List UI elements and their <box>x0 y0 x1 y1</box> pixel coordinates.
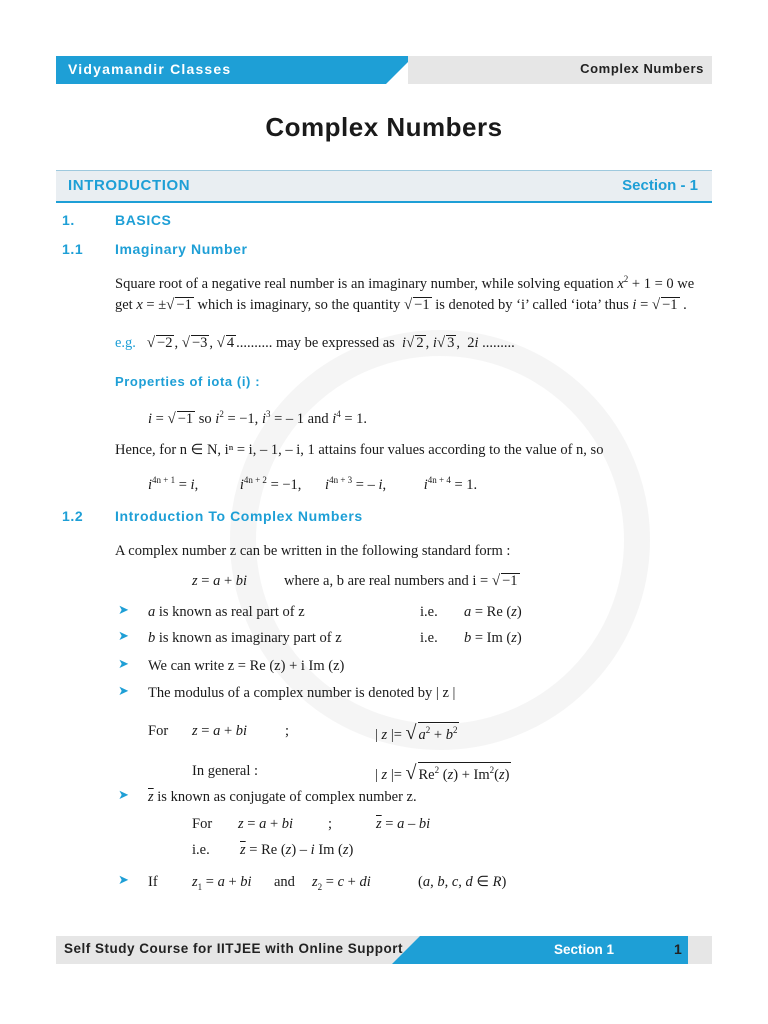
header-chapter: Complex Numbers <box>580 61 704 76</box>
heading-1-label: BASICS <box>115 212 172 228</box>
bullet-arrow-icon: ➤ <box>118 684 129 699</box>
iota-powers: $i^{4n + 1} = i$, $i^{4n + 2} = -1$, $i^{4n + 3}$ = – i, $i^{4n + 4} = 1$. <box>148 475 478 493</box>
paragraph-line-1: Square root of a negative real number is an imaginary number, while solving equation $x^2 + 1 = 0$ we <box>115 274 695 292</box>
bullet-write: We can write z = Re (z) + i Im (z) <box>148 658 345 674</box>
b1-text: is known as real part of z <box>158 604 305 620</box>
where-text: where a, b are real numbers and i = <box>284 573 489 589</box>
modulus-formula: | z |= √ $a^2 + b^2$ <box>375 721 458 744</box>
b5-text: is known as conjugate of complex number z. <box>157 789 417 805</box>
if-label: If <box>148 874 158 890</box>
in-general: In general : <box>192 763 259 779</box>
real-condition: (a, b, c, d ∈ R) <box>418 874 507 890</box>
footer-course: Self Study Course for IITJEE with Online Support <box>64 941 404 956</box>
modulus-for-eq: z = a + bi <box>192 723 248 739</box>
modulus-general-formula: | z |= √ Re$^2$ $(z) + Im^2(z)$ <box>375 761 510 784</box>
section-bar <box>56 170 712 203</box>
example-line: e.g. √ −2 , √ −3 , √ 4 .......... may be expressed as i√ 2 , i√ 3 , 2i ......... <box>115 335 515 351</box>
heading-1-2-num: 1.2 <box>62 508 84 524</box>
bullet-arrow-icon: ➤ <box>118 629 129 644</box>
heading-1-2-label: Introduction To Complex Numbers <box>115 508 363 524</box>
conj-ie-eq: $\overline{z} = Re$ (z) – i Im (z) <box>240 842 354 858</box>
standard-form-line: A complex number z can be written in the following standard form : <box>115 543 511 559</box>
conj-for-eq: z = a + bi <box>238 816 294 832</box>
footer-section: Section 1 <box>554 942 615 957</box>
bullet-real-part: a is known as real part of z <box>148 604 305 620</box>
heading-1-1-num: 1.1 <box>62 241 84 257</box>
bullet-arrow-icon: ➤ <box>118 603 129 618</box>
where-line: where a, b are real numbers and i = √ −1 <box>284 573 518 589</box>
bullet-imag-part: b is known as imaginary part of z <box>148 630 342 646</box>
para1b-end: is denoted by ‘i’ called ‘iota’ thus <box>435 297 629 313</box>
para1b-get: get <box>115 297 133 313</box>
properties-heading: Properties of iota (i) : <box>115 374 261 389</box>
bullet-arrow-icon: ➤ <box>118 657 129 672</box>
paragraph-line-2: get x = ±√ −1 which is imaginary, so the quantity √ −1 is denoted by ‘i’ called ‘iota’ thus i = √ −1 . <box>115 297 687 313</box>
page-header <box>56 56 712 84</box>
heading-1-1-label: Imaginary Number <box>115 241 248 257</box>
standard-form-eq: z = a + bi <box>192 573 248 589</box>
page-title: Complex Numbers <box>265 112 503 142</box>
hence-line: Hence, for n ∈ N, iⁿ = i, – 1, – i, 1 attains four values according to the value of n, so <box>115 442 604 458</box>
b2-ie: i.e. <box>420 630 438 646</box>
para1a-eq: + 1 = 0 we <box>631 275 695 292</box>
bullet-arrow-icon: ➤ <box>118 788 129 803</box>
section-name: INTRODUCTION <box>68 177 191 194</box>
conj-eq: $\overline{z} = a$ – bi <box>376 816 431 832</box>
heading-1-num: 1. <box>62 212 75 228</box>
b1-ie: i.e. <box>420 604 438 620</box>
semicolon: ; <box>328 816 333 832</box>
header-brand: Vidyamandir Classes <box>68 61 232 77</box>
z2-eq: $z_2 = c$ + di <box>312 874 371 892</box>
section-number: Section - 1 <box>622 177 698 194</box>
iota-properties: i = √ −1 so $i^2 = -1$, $i^3$ = – 1 and $i^4 = 1$. <box>148 409 368 427</box>
b1-eq: a = Re (z) <box>464 604 522 620</box>
b2-eq: b = Im (z) <box>464 630 522 646</box>
semicolon: ; <box>285 723 290 739</box>
page-footer <box>56 936 712 964</box>
eg-label: e.g. <box>115 335 136 351</box>
modulus-for: For <box>148 723 169 739</box>
page-number: 1 <box>674 941 682 957</box>
bullet-modulus: The modulus of a complex number is denoted by | z | <box>148 685 456 701</box>
conj-for: For <box>192 816 213 832</box>
eg-text: may be expressed as <box>276 335 395 351</box>
b2-text: is known as imaginary part of z <box>158 630 342 646</box>
z1-eq: $z_1 = a$ + bi <box>192 874 252 892</box>
para1b-mid: which is imaginary, so the quantity <box>197 297 401 313</box>
bullet-arrow-icon: ➤ <box>118 873 129 888</box>
conj-ie: i.e. <box>192 842 210 858</box>
para1a-text: Square root of a negative real number is an imaginary number, while solving equation <box>115 275 614 292</box>
bullet-conjugate: $\overline{z}$ is known as conjugate of complex number z. <box>148 789 417 805</box>
and-label: and <box>274 874 295 890</box>
